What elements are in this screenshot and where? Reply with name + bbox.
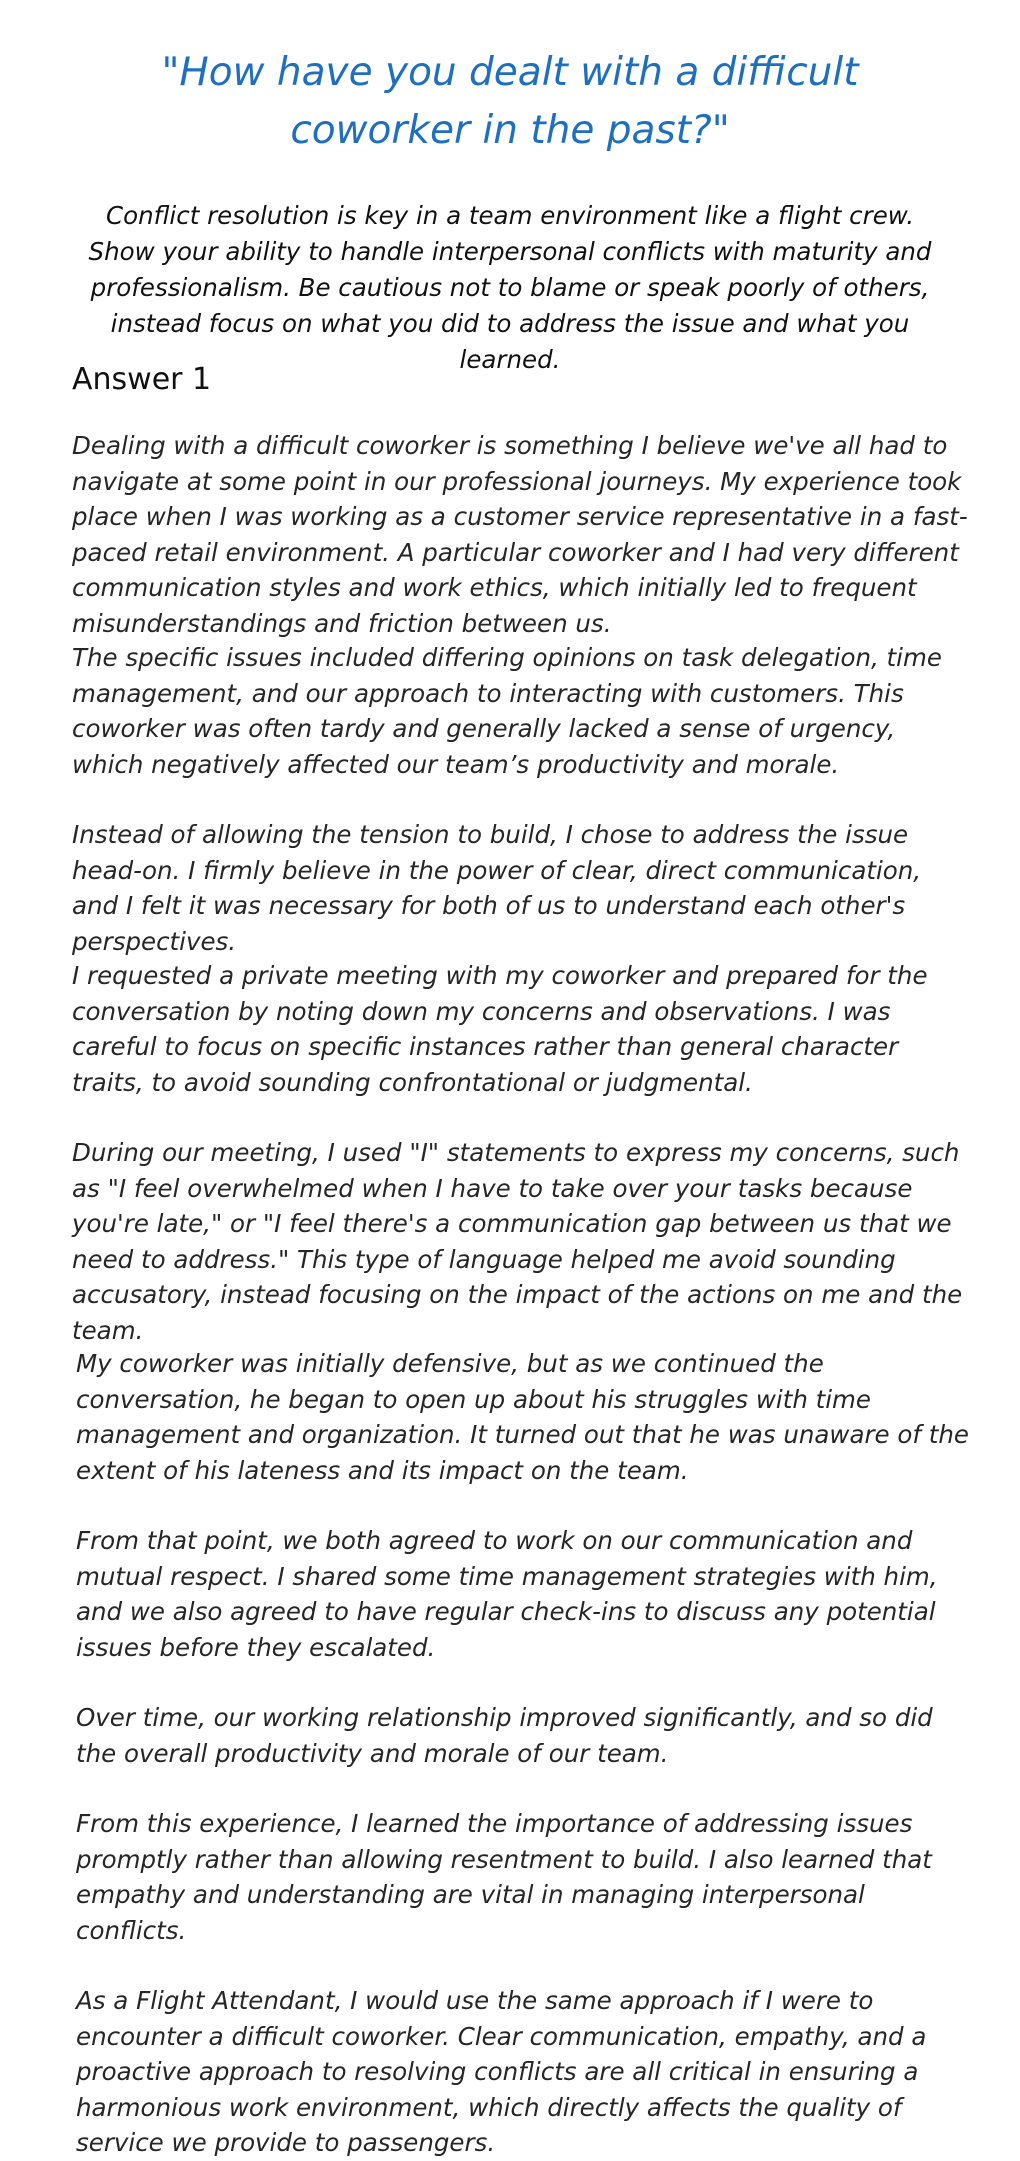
question-line-2: coworker in the past?" [290,108,730,153]
answer-paragraph: Dealing with a difficult coworker is something I believe we've all had to navigate at some point in our professional journeys. My experience took place when I was working as a customer service representative in a fast-paced retail environment. A particular coworker and I had very different communication styles and work ethics, which initially led to frequent misunderstandings and friction between us. [72,431,968,638]
answer-paragraph: My coworker was initially defensive, but as we continued the conversation, he began to open up about his struggles with time management and organization. It turned out that he was unaware of the extent of his lateness and its impact on the team. [76,1349,970,1485]
answer-paragraph: The specific issues included differing opinions on task delegation, time management, and our approach to interacting with customers. This coworker was often tardy and generally lacked a sense of urgency, which negatively affected our team’s productivity and morale. [72,643,942,779]
answer-paragraph: Over time, our working relationship improved significantly, and so did the overall productivity and morale of our team. [76,1703,933,1768]
answer-paragraph: From that point, we both agreed to work on our communication and mutual respect. I shared some time management strategies with him, and we also agreed to have regular check-ins to discuss any potential issues before they escalated. [76,1526,938,1662]
question-title [140,44,880,160]
answer-paragraph: During our meeting, I used "I" statements to express my concerns, such as "I feel overwhelmed when I have to take over your tasks because you're late," or "I feel there's a communication gap between us that we need to address." This type of language helped me avoid sounding accusatory, instead focusing on the impact of the actions on me and the team. [72,1138,963,1345]
answer-paragraph: As a Flight Attendant, I would use the same approach if I were to encounter a difficult coworker. Clear communication, empathy, and a proactive approach to resolving conflicts are all critical in ensuring a harmonious work environment, which directly affects the quality of service we provide to passengers. [76,1986,927,2157]
intro-text: Conflict resolution is key in a team environment like a flight crew. Show your ability to handle interpersonal conflicts with maturity and professionalism. Be cautious not to blame or speak poorly of others, instead focus on what you did to address the issue and what you learned. [88,201,932,374]
answer-paragraph: From this experience, I learned the importance of addressing issues promptly rather than allowing resentment to build. I also learned that empathy and understanding are vital in managing interpersonal conflicts. [76,1809,932,1945]
answer-paragraph: Instead of allowing the tension to build, I chose to address the issue head-on. I firmly believe in the power of clear, direct communication, and I felt it was necessary for both of us to understand each other's perspectives. [72,820,922,956]
answer-paragraph: I requested a private meeting with my coworker and prepared for the conversation by noting down my concerns and observations. I was careful to focus on specific instances rather than general character traits, to avoid sounding confrontational or judgmental. [72,961,928,1097]
answer-heading: Answer 1 [72,362,212,397]
question-line-1: "How have you dealt with a difficult [161,50,859,95]
